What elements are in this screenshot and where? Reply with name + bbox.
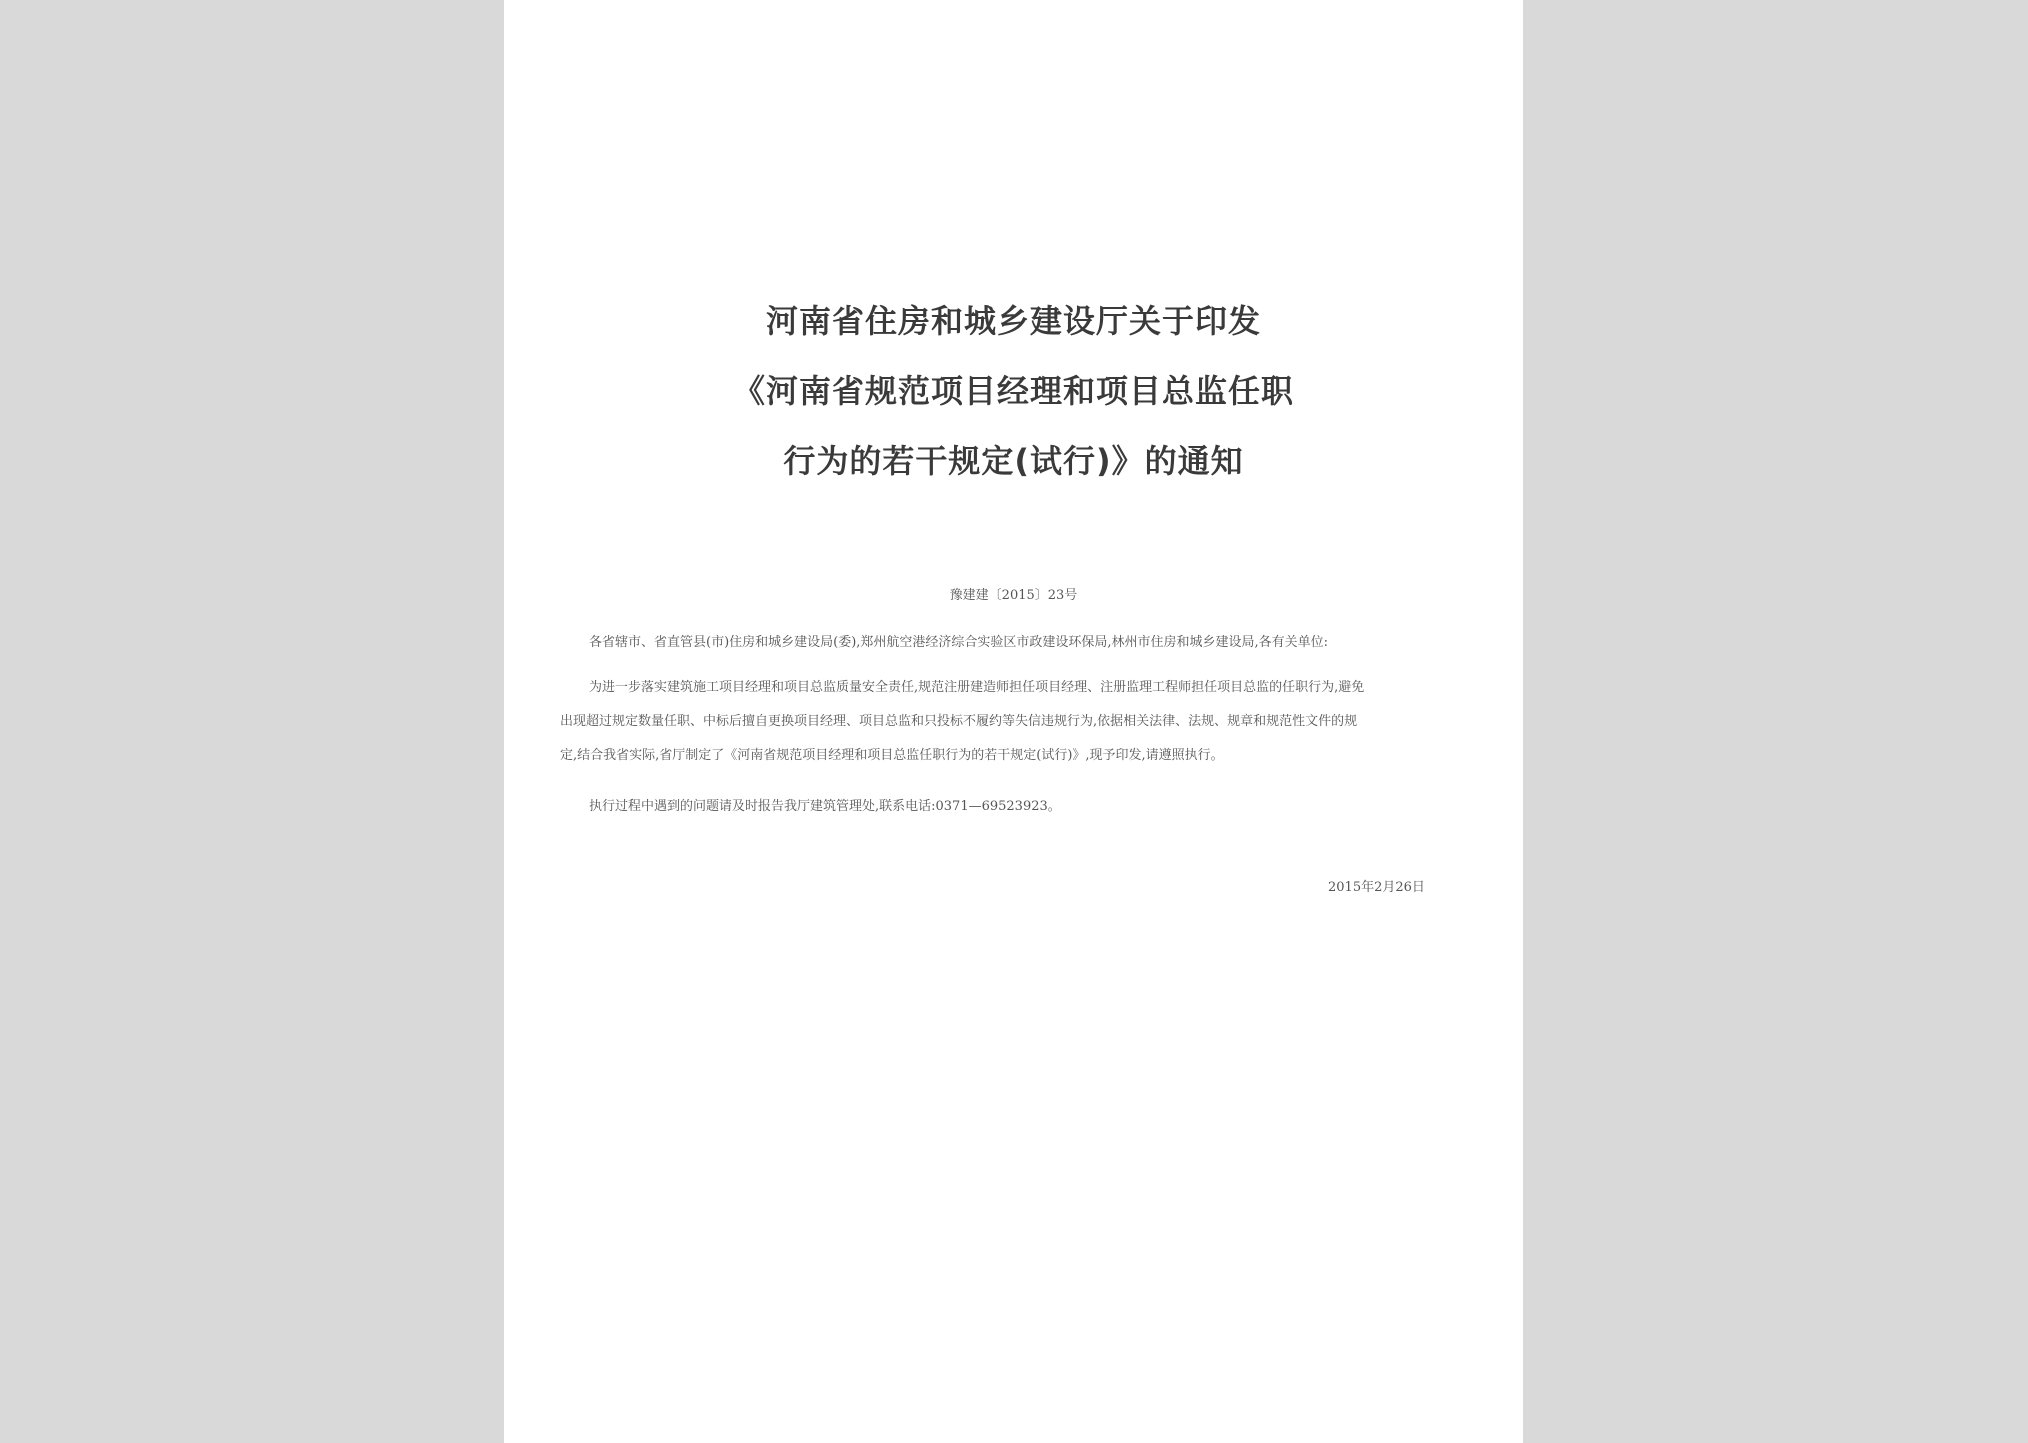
body-paragraph-2: 执行过程中遇到的问题请及时报告我厅建筑管理处,联系电话:0371—69523923。 (589, 799, 1061, 814)
body-paragraph-1 (560, 671, 1460, 773)
title-line-2: 《河南省规范项目经理和项目总监任职 (732, 372, 1294, 410)
document-date: 2015年2月26日 (1328, 880, 1425, 895)
document-title (504, 286, 1523, 496)
paragraph-1-line-1: 为进一步落实建筑施工项目经理和项目总监质量安全责任,规范注册建造师担任项目经理、注册监理工程师担任项目总监的任职行为,避免 (589, 680, 1365, 695)
title-line-1: 河南省住房和城乡建设厅关于印发 (765, 302, 1261, 340)
addressee-line: 各省辖市、省直管县(市)住房和城乡建设局(委),郑州航空港经济综合实验区市政建设环保局,林州市住房和城乡建设局,各有关单位: (589, 635, 1329, 650)
paragraph-1-line-2: 出现超过规定数量任职、中标后擅自更换项目经理、项目总监和只投标不履约等失信违规行为,依据相关法律、法规、规章和规范性文件的规 (560, 714, 1358, 729)
document-page (504, 0, 1523, 1443)
paragraph-1-line-3: 定,结合我省实际,省厅制定了《河南省规范项目经理和项目总监任职行为的若干规定(试行)》,现予印发,请遵照执行。 (560, 748, 1224, 763)
title-line-3: 行为的若干规定(试行)》的通知 (783, 442, 1244, 480)
document-number: 豫建建〔2015〕23号 (949, 588, 1078, 603)
